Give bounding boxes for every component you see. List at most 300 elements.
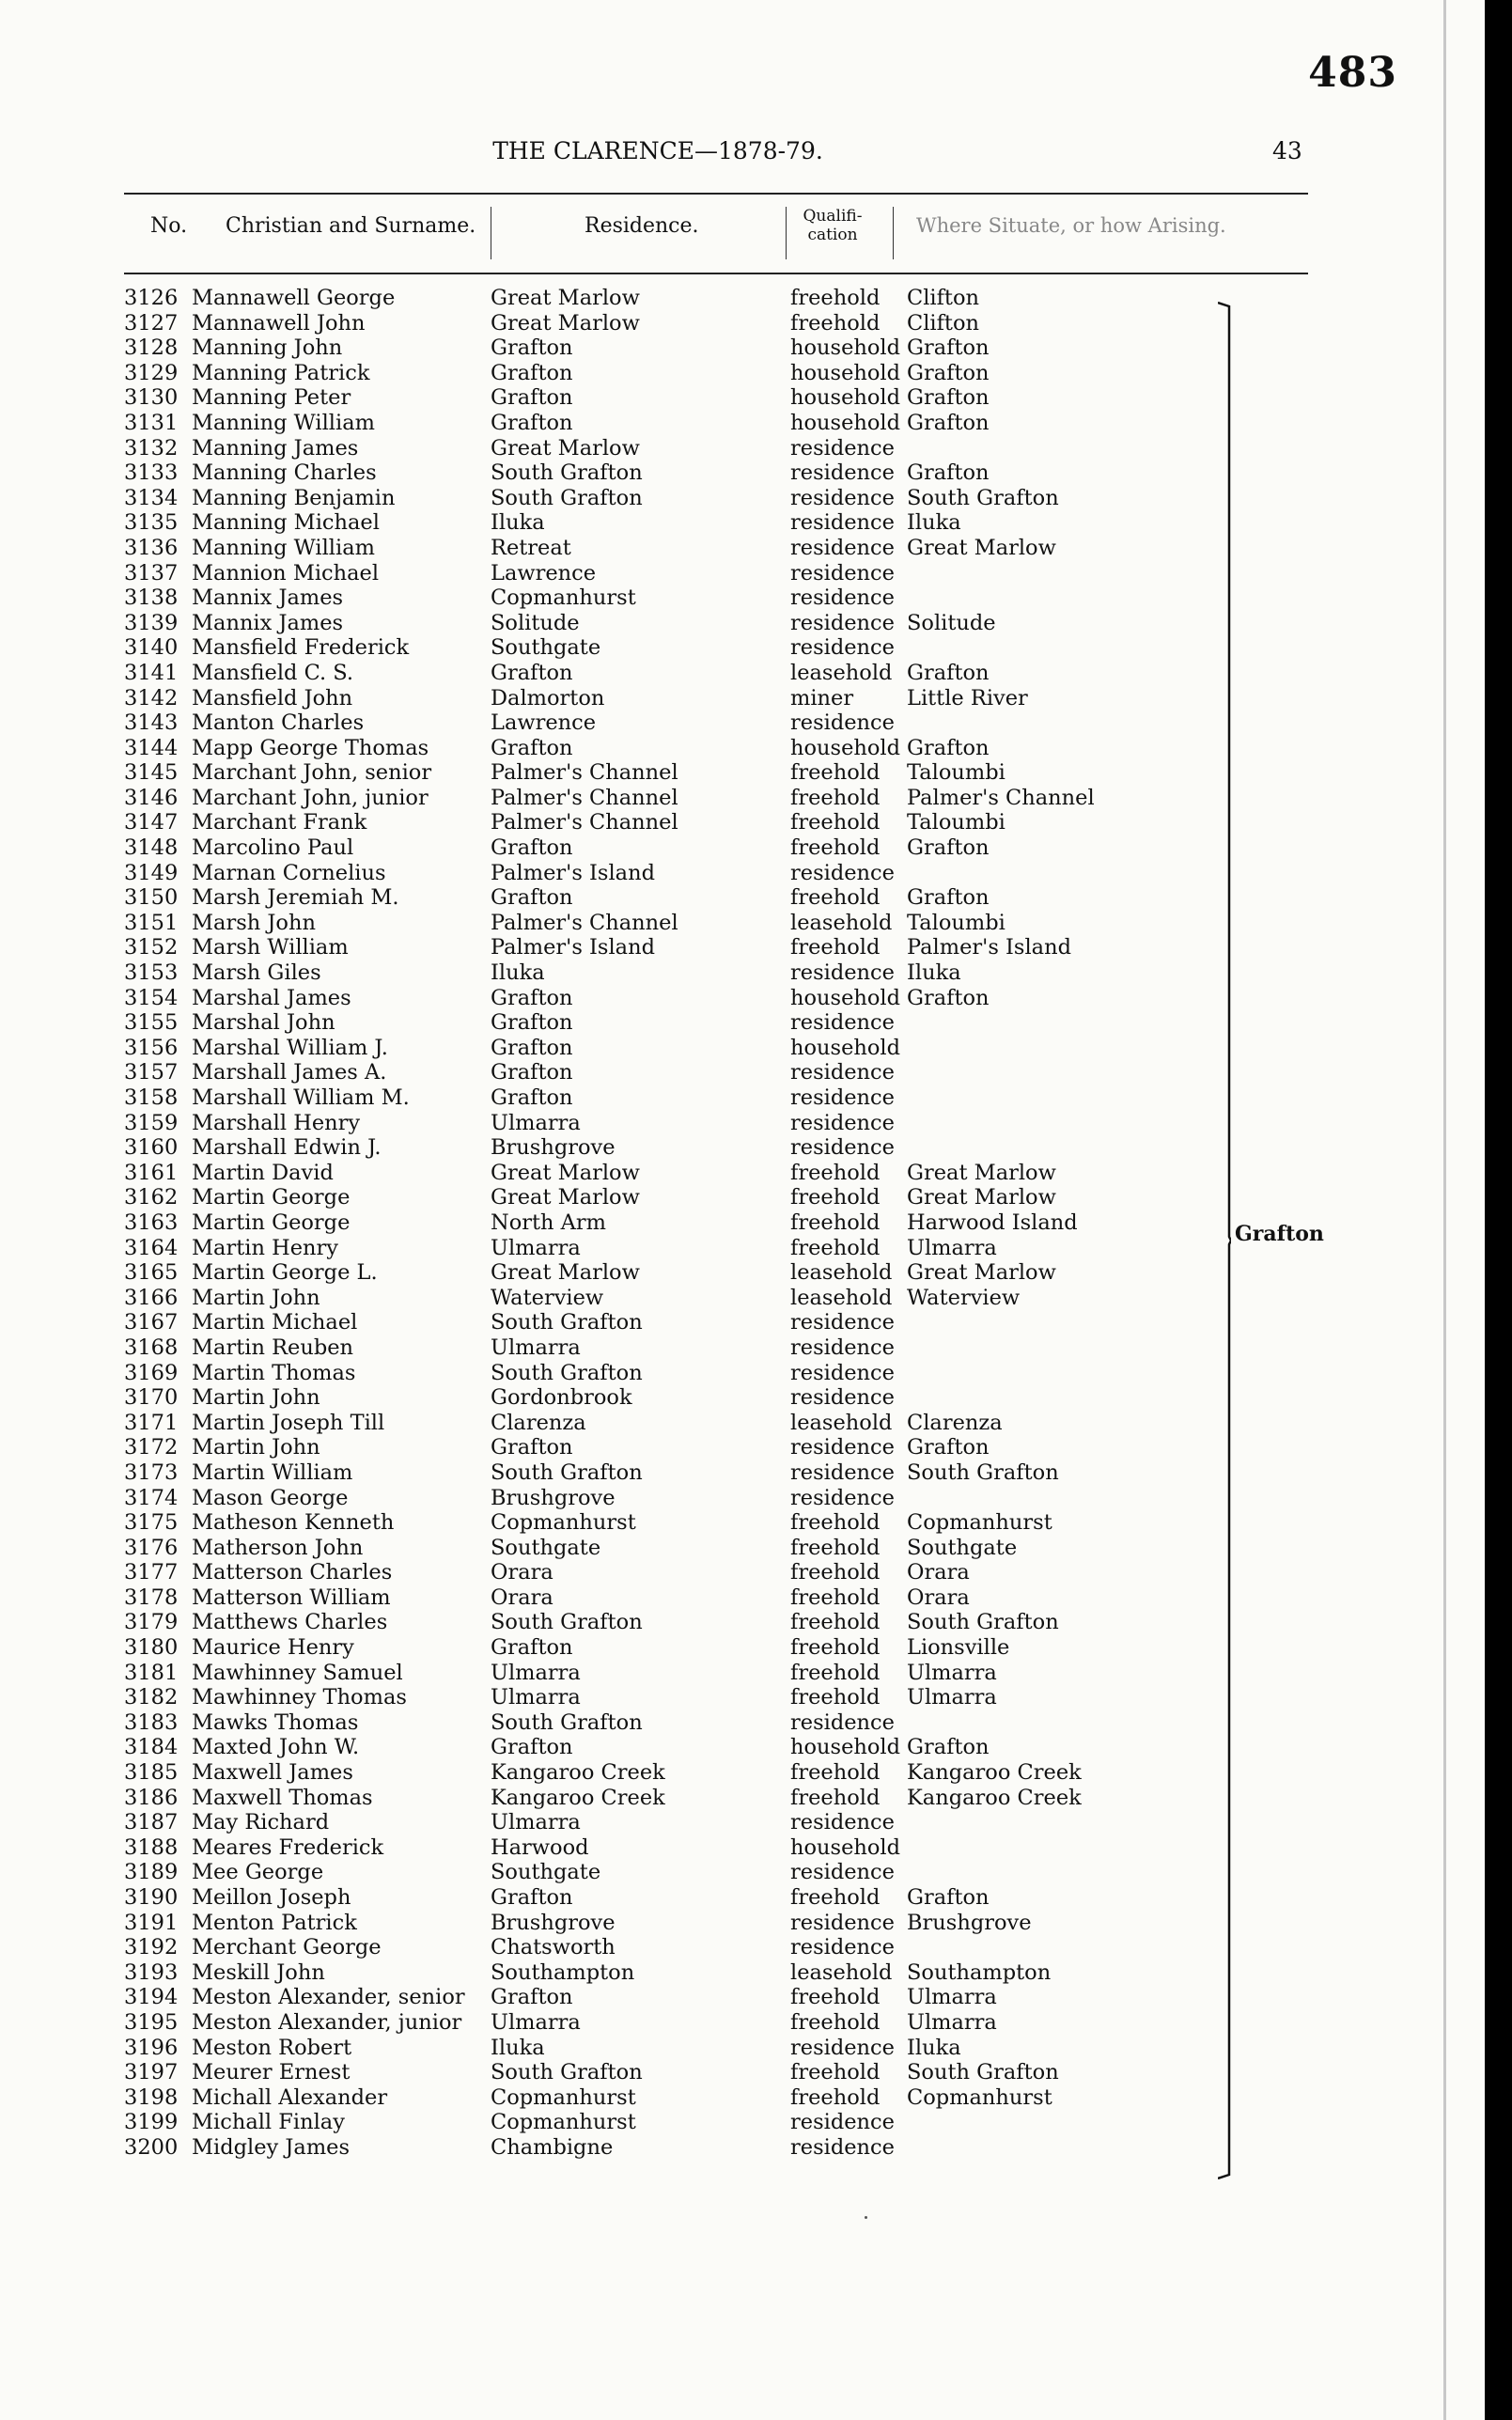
entry-residence: Palmer's Channel: [491, 760, 678, 786]
entry-residence: Great Marlow: [491, 1260, 640, 1286]
entry-name: Matthews Charles: [192, 1610, 388, 1635]
entry-residence: Grafton: [491, 1735, 573, 1760]
entry-residence: Grafton: [491, 985, 573, 1010]
entry-residence: Copmanhurst: [491, 2084, 636, 2110]
entry-residence: Grafton: [491, 385, 573, 411]
entry-number: 3174: [124, 1485, 179, 1510]
table-row: [0, 336, 1222, 361]
entry-where-situate: Lionsville: [907, 1635, 1010, 1661]
entry-residence: Retreat: [491, 535, 571, 560]
entry-number: 3126: [124, 286, 179, 310]
entry-where-situate: Taloumbi: [907, 760, 1005, 786]
entry-residence: Iluka: [491, 960, 545, 986]
entry-qualification: household: [790, 1835, 901, 1860]
entry-number: 3186: [124, 1785, 179, 1810]
entry-number: 3156: [124, 1035, 179, 1060]
entry-where-situate: Iluka: [907, 960, 961, 986]
entry-where-situate: Grafton: [907, 985, 990, 1010]
entry-number: 3192: [124, 1935, 179, 1960]
entry-where-situate: Southampton: [907, 1959, 1052, 1985]
entry-qualification: residence: [790, 435, 895, 461]
entry-qualification: residence: [790, 2110, 895, 2135]
entry-qualification: residence: [790, 560, 895, 585]
entry-qualification: household: [790, 735, 901, 760]
entry-residence: Grafton: [491, 1985, 573, 2010]
entry-residence: Clarenza: [491, 1410, 586, 1435]
table-row: [0, 436, 1222, 461]
entry-qualification: residence: [790, 1910, 895, 1935]
table-row: [0, 1486, 1222, 1511]
entry-residence: Solitude: [491, 610, 580, 635]
table-row: [0, 1210, 1222, 1236]
entry-qualification: freehold: [790, 2060, 881, 2085]
entry-number: 3132: [124, 435, 179, 461]
entry-where-situate: Great Marlow: [907, 1160, 1056, 1185]
entry-residence: Great Marlow: [491, 435, 640, 461]
entry-number: 3176: [124, 1535, 179, 1560]
table-row: [0, 810, 1222, 835]
table-row: [0, 385, 1222, 411]
entry-name: Marshall Edwin J.: [192, 1135, 382, 1161]
entry-qualification: residence: [790, 1460, 895, 1485]
entry-number: 3155: [124, 1010, 179, 1036]
table-row: [0, 1510, 1222, 1536]
entry-number: 3177: [124, 1560, 179, 1585]
entry-name: Martin John: [192, 1285, 320, 1310]
entry-qualification: residence: [790, 710, 895, 736]
entry-name: Martin William: [192, 1460, 353, 1485]
entry-number: 3163: [124, 1210, 179, 1235]
entry-name: Martin George: [192, 1210, 351, 1235]
table-row: [0, 760, 1222, 786]
entry-qualification: residence: [790, 1085, 895, 1110]
entry-name: Mannawell George: [192, 286, 396, 310]
entry-residence: Great Marlow: [491, 310, 640, 336]
table-row: [0, 710, 1222, 736]
table-row: [0, 986, 1222, 1011]
entry-name: Marsh Giles: [192, 960, 321, 986]
entry-number: 3161: [124, 1160, 179, 1185]
entry-name: Maurice Henry: [192, 1635, 354, 1661]
entry-name: Mapp George Thomas: [192, 735, 429, 760]
entry-residence: South Grafton: [491, 1610, 643, 1635]
entry-number: 3143: [124, 710, 179, 736]
entry-number: 3140: [124, 635, 179, 661]
entry-residence: Southgate: [491, 1535, 601, 1560]
entry-name: Manning Michael: [192, 510, 380, 536]
table-row: [0, 736, 1222, 761]
entry-where-situate: South Grafton: [907, 1610, 1059, 1635]
entry-number: 3181: [124, 1660, 179, 1685]
entry-where-situate: Kangaroo Creek: [907, 1760, 1082, 1786]
entry-name: Meston Robert: [192, 2035, 352, 2060]
entry-number: 3131: [124, 410, 179, 435]
entry-residence: Grafton: [491, 1060, 573, 1085]
entry-name: Mannix James: [192, 610, 344, 635]
entry-qualification: residence: [790, 1385, 895, 1411]
entry-number: 3139: [124, 610, 179, 635]
entry-name: Martin Michael: [192, 1310, 358, 1335]
entry-name: Maxted John W.: [192, 1735, 360, 1760]
table-row: [0, 1060, 1222, 1085]
entry-qualification: freehold: [790, 1535, 881, 1560]
entry-where-situate: Solitude: [907, 610, 996, 635]
entry-where-situate: Grafton: [907, 336, 990, 361]
entry-name: Marshal James: [192, 985, 351, 1010]
entry-qualification: household: [790, 360, 901, 385]
entry-qualification: residence: [790, 1810, 895, 1835]
entry-number: 3170: [124, 1385, 179, 1411]
entry-number: 3127: [124, 310, 179, 336]
entry-number: 3145: [124, 760, 179, 786]
entry-number: 3164: [124, 1235, 179, 1260]
entry-where-situate: Grafton: [907, 835, 990, 861]
entry-name: Martin John: [192, 1385, 320, 1411]
entry-residence: Grafton: [491, 1435, 573, 1460]
entry-name: Marchant John, senior: [192, 760, 432, 786]
ink-speck: [865, 2216, 867, 2219]
entry-number: 3200: [124, 2134, 179, 2160]
entry-where-situate: Orara: [907, 1585, 970, 1610]
entry-where-situate: Grafton: [907, 660, 990, 685]
entry-qualification: residence: [790, 461, 895, 486]
table-row: [0, 1885, 1222, 1911]
entry-where-situate: Clifton: [907, 310, 980, 336]
entry-qualification: freehold: [790, 1560, 881, 1585]
entry-number: 3151: [124, 910, 179, 935]
entry-residence: Iluka: [491, 2035, 545, 2060]
entry-qualification: residence: [790, 485, 895, 510]
entry-name: Mawks Thomas: [192, 1710, 359, 1735]
table-row: [0, 1610, 1222, 1635]
entry-name: Mawhinney Samuel: [192, 1660, 403, 1685]
entry-name: Marsh John: [192, 910, 316, 935]
header-where: Where Situate, or how Arising.: [916, 214, 1226, 237]
entry-residence: South Grafton: [491, 485, 643, 510]
entry-residence: Ulmarra: [491, 1110, 581, 1135]
entry-residence: Lawrence: [491, 560, 597, 585]
table-row: [0, 486, 1222, 511]
entry-where-situate: Grafton: [907, 385, 990, 411]
entry-number: 3198: [124, 2084, 179, 2110]
table-row: [0, 1985, 1222, 2010]
entry-residence: Brushgrove: [491, 1135, 616, 1161]
table-row: [0, 1260, 1222, 1286]
entry-number: 3158: [124, 1085, 179, 1110]
entry-qualification: household: [790, 385, 901, 411]
table-row: [0, 510, 1222, 536]
entry-qualification: freehold: [790, 310, 881, 336]
entry-name: Michall Alexander: [192, 2084, 388, 2110]
entry-qualification: residence: [790, 1135, 895, 1161]
entry-where-situate: Orara: [907, 1560, 970, 1585]
entry-where-situate: Taloumbi: [907, 910, 1005, 935]
entry-where-situate: Ulmarra: [907, 1660, 997, 1685]
entry-name: Martin Thomas: [192, 1360, 356, 1385]
table-row: [0, 1435, 1222, 1460]
entry-name: Meillon Joseph: [192, 1885, 351, 1910]
entry-qualification: residence: [790, 2134, 895, 2160]
entry-number: 3166: [124, 1285, 179, 1310]
entry-qualification: leasehold: [790, 660, 893, 685]
entry-name: Matheson Kenneth: [192, 1510, 395, 1536]
entry-number: 3190: [124, 1885, 179, 1910]
entry-where-situate: Clarenza: [907, 1410, 1003, 1435]
entry-name: Marcolino Paul: [192, 835, 354, 861]
entry-residence: Great Marlow: [491, 286, 640, 310]
entry-qualification: freehold: [790, 2084, 881, 2110]
entry-qualification: leasehold: [790, 1410, 893, 1435]
entry-number: 3180: [124, 1635, 179, 1661]
entry-name: Marnan Cornelius: [192, 860, 386, 885]
entry-where-situate: Taloumbi: [907, 810, 1005, 835]
entry-qualification: residence: [790, 610, 895, 635]
entry-where-situate: Great Marlow: [907, 1185, 1056, 1210]
entry-number: 3194: [124, 1985, 179, 2010]
entry-number: 3165: [124, 1260, 179, 1286]
entry-number: 3167: [124, 1310, 179, 1335]
table-row: [0, 1385, 1222, 1411]
entry-qualification: leasehold: [790, 1285, 893, 1310]
entry-where-situate: Great Marlow: [907, 535, 1056, 560]
entry-residence: Harwood: [491, 1835, 589, 1860]
entry-qualification: residence: [790, 1360, 895, 1385]
entry-residence: Kangaroo Creek: [491, 1785, 665, 1810]
entry-name: Mannion Michael: [192, 560, 380, 585]
entry-qualification: residence: [790, 510, 895, 536]
entry-qualification: freehold: [790, 286, 881, 310]
table-row: [0, 1460, 1222, 1486]
entry-qualification: freehold: [790, 810, 881, 835]
entry-name: Martin George: [192, 1185, 351, 1210]
entry-residence: South Grafton: [491, 2060, 643, 2085]
entry-residence: Iluka: [491, 510, 545, 536]
page-number: 483: [1308, 49, 1397, 97]
entry-name: Marchant Frank: [192, 810, 367, 835]
table-row: [0, 1161, 1222, 1186]
table-row: [0, 1760, 1222, 1786]
table-row: [0, 835, 1222, 861]
entry-residence: Grafton: [491, 660, 573, 685]
entry-where-situate: South Grafton: [907, 2060, 1059, 2085]
entry-number: 3157: [124, 1060, 179, 1085]
entry-residence: Kangaroo Creek: [491, 1760, 665, 1786]
entry-number: 3172: [124, 1435, 179, 1460]
bracket-label-grafton: Grafton: [1235, 1222, 1324, 1246]
entry-qualification: leasehold: [790, 1959, 893, 1985]
table-row: [0, 1560, 1222, 1585]
header-qualification-line1: Qualifi-: [803, 207, 863, 226]
table-row: [0, 585, 1222, 611]
entry-name: Maxwell Thomas: [192, 1785, 373, 1810]
entry-residence: Chambigne: [491, 2134, 614, 2160]
entry-where-situate: Southgate: [907, 1535, 1018, 1560]
table-row: [0, 1411, 1222, 1436]
entry-residence: Grafton: [491, 1085, 573, 1110]
entry-name: Martin George L.: [192, 1260, 378, 1286]
entry-residence: Palmer's Island: [491, 935, 655, 960]
entry-name: Mannawell John: [192, 310, 366, 336]
entry-number: 3137: [124, 560, 179, 585]
entry-qualification: freehold: [790, 935, 881, 960]
table-row: [0, 1010, 1222, 1036]
entry-name: Manning James: [192, 435, 359, 461]
entry-name: Mannix James: [192, 585, 344, 611]
entry-qualification: residence: [790, 860, 895, 885]
entry-residence: Brushgrove: [491, 1910, 616, 1935]
entry-number: 3175: [124, 1510, 179, 1536]
entry-where-situate: Ulmarra: [907, 1985, 997, 2010]
table-row: [0, 1185, 1222, 1210]
entry-qualification: residence: [790, 1710, 895, 1735]
entry-residence: Ulmarra: [491, 1335, 581, 1360]
entry-residence: Dalmorton: [491, 685, 605, 710]
entry-qualification: freehold: [790, 1585, 881, 1610]
entry-residence: South Grafton: [491, 1460, 643, 1485]
entry-residence: Palmer's Island: [491, 860, 655, 885]
header-qualification: [795, 207, 870, 244]
entry-residence: Southgate: [491, 1860, 601, 1885]
entry-number: 3179: [124, 1610, 179, 1635]
entry-residence: Copmanhurst: [491, 585, 636, 611]
table-row: [0, 1685, 1222, 1710]
entry-residence: South Grafton: [491, 1710, 643, 1735]
entry-qualification: household: [790, 1035, 901, 1060]
entry-residence: Chatsworth: [491, 1935, 616, 1960]
table-row: [0, 1585, 1222, 1611]
table-row: [0, 861, 1222, 886]
entry-residence: Ulmarra: [491, 1810, 581, 1835]
entry-where-situate: Grafton: [907, 735, 990, 760]
entry-where-situate: Copmanhurst: [907, 1510, 1052, 1536]
entry-residence: Grafton: [491, 885, 573, 911]
entry-residence: Grafton: [491, 1635, 573, 1661]
entry-number: 3147: [124, 810, 179, 835]
entry-name: Martin Henry: [192, 1235, 338, 1260]
entry-name: Marshall Henry: [192, 1110, 361, 1135]
entry-where-situate: Grafton: [907, 410, 990, 435]
entry-where-situate: Grafton: [907, 1735, 990, 1760]
entry-residence: Great Marlow: [491, 1185, 640, 1210]
entry-qualification: freehold: [790, 1610, 881, 1635]
entry-residence: Orara: [491, 1585, 553, 1610]
table-row: [0, 1710, 1222, 1736]
entry-number: 3152: [124, 935, 179, 960]
table-row: [0, 1935, 1222, 1960]
entry-residence: Lawrence: [491, 710, 597, 736]
entry-name: Michall Finlay: [192, 2110, 345, 2135]
entry-residence: Ulmarra: [491, 1235, 581, 1260]
entry-name: Marshal William J.: [192, 1035, 388, 1060]
entry-number: 3199: [124, 2110, 179, 2135]
folio-number: 43: [1272, 137, 1302, 164]
entry-name: Marchant John, junior: [192, 785, 429, 810]
entry-name: Meares Frederick: [192, 1835, 384, 1860]
entry-number: 3130: [124, 385, 179, 411]
table-row: [0, 1286, 1222, 1311]
entry-name: Matherson John: [192, 1535, 364, 1560]
entry-name: Marshall James A.: [192, 1060, 387, 1085]
entry-number: 3185: [124, 1760, 179, 1786]
entry-name: Mansfield John: [192, 685, 353, 710]
entry-name: Matterson William: [192, 1585, 391, 1610]
table-row: [0, 2085, 1222, 2111]
entry-where-situate: Grafton: [907, 360, 990, 385]
entry-qualification: household: [790, 410, 901, 435]
page-title: THE CLARENCE—1878-79.: [492, 137, 823, 164]
entry-number: 3150: [124, 885, 179, 911]
entry-qualification: freehold: [790, 1885, 881, 1910]
header-name: Christian and Surname.: [226, 214, 476, 238]
table-row: [0, 1085, 1222, 1111]
entry-name: Mansfield Frederick: [192, 635, 410, 661]
header-residence: Residence.: [585, 214, 699, 238]
entry-number: 3183: [124, 1710, 179, 1735]
entry-where-situate: Ulmarra: [907, 1235, 997, 1260]
table-row: [0, 411, 1222, 436]
entry-where-situate: Little River: [907, 685, 1028, 710]
entry-number: 3168: [124, 1335, 179, 1360]
entry-qualification: freehold: [790, 1185, 881, 1210]
entry-where-situate: Clifton: [907, 286, 980, 310]
entry-number: 3149: [124, 860, 179, 885]
entry-residence: Grafton: [491, 336, 573, 361]
entry-number: 3146: [124, 785, 179, 810]
entry-number: 3191: [124, 1910, 179, 1935]
entry-number: 3138: [124, 585, 179, 611]
entry-number: 3187: [124, 1810, 179, 1835]
table-row: [0, 686, 1222, 711]
entry-number: 3129: [124, 360, 179, 385]
entry-qualification: residence: [790, 960, 895, 986]
entry-number: 3178: [124, 1585, 179, 1610]
table-row: [0, 2135, 1222, 2161]
entry-qualification: residence: [790, 1010, 895, 1036]
table-row: [0, 1960, 1222, 1986]
table-row: [0, 311, 1222, 336]
entry-where-situate: Iluka: [907, 510, 961, 536]
table-row: [0, 935, 1222, 960]
entry-number: 3197: [124, 2060, 179, 2085]
entry-number: 3162: [124, 1185, 179, 1210]
entry-name: Mee George: [192, 1860, 324, 1885]
entry-qualification: freehold: [790, 1685, 881, 1710]
entry-name: Manning John: [192, 336, 343, 361]
entry-name: Maxwell James: [192, 1760, 353, 1786]
entry-number: 3128: [124, 336, 179, 361]
table-row: [0, 2110, 1222, 2135]
entry-name: Martin Reuben: [192, 1335, 354, 1360]
entry-name: Manton Charles: [192, 710, 365, 736]
entry-qualification: freehold: [790, 1985, 881, 2010]
table-row: [0, 2010, 1222, 2036]
entry-qualification: residence: [790, 1335, 895, 1360]
entry-where-situate: Iluka: [907, 2035, 961, 2060]
entry-qualification: residence: [790, 1860, 895, 1885]
entry-residence: Ulmarra: [491, 1685, 581, 1710]
table-row: [0, 2060, 1222, 2085]
entry-number: 3134: [124, 485, 179, 510]
entry-where-situate: Brushgrove: [907, 1910, 1032, 1935]
entry-name: Mansfield C. S.: [192, 660, 354, 685]
entry-name: Merchant George: [192, 1935, 382, 1960]
table-row: [0, 635, 1222, 661]
entry-residence: Grafton: [491, 1035, 573, 1060]
entry-number: 3160: [124, 1135, 179, 1161]
table-row: [0, 611, 1222, 636]
entry-name: Meston Alexander, junior: [192, 2009, 462, 2035]
entry-residence: Southampton: [491, 1959, 635, 1985]
